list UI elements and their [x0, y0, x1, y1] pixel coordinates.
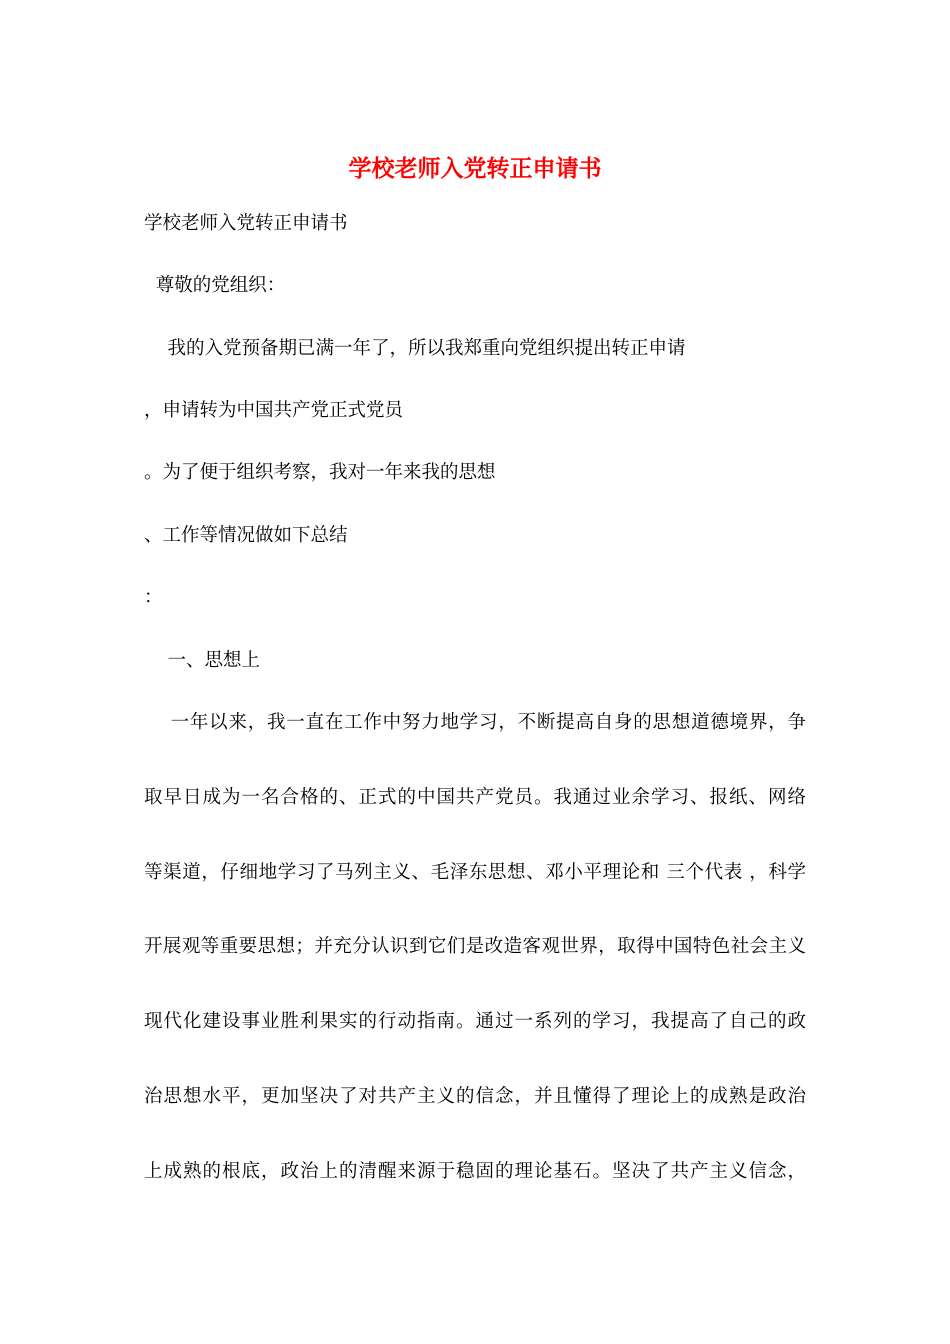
document-subtitle: 学校老师入党转正申请书: [144, 213, 348, 234]
paragraph-line: 等渠道，仔细地学习了马列主义、毛泽东思想、邓小平理论和 三个代表 ，科学: [144, 862, 806, 883]
document-title: 学校老师入党转正申请书: [348, 155, 602, 182]
text-line: 、工作等情况做如下总结: [144, 525, 348, 546]
paragraph-line: 现代化建设事业胜利果实的行动指南。通过一系列的学习，我提高了自己的政: [144, 1011, 806, 1032]
text-line: 我的入党预备期已满一年了，所以我郑重向党组织提出转正申请: [144, 338, 686, 359]
paragraph-line: 取早日成为一名合格的、正式的中国共产党员。我通过业余学习、报纸、网络: [144, 787, 806, 808]
text-line: 。为了便于组织考察，我对一年来我的思想: [144, 462, 496, 483]
text-line: ：: [144, 587, 163, 608]
section-heading: 一、思想上: [144, 650, 261, 671]
paragraph-line: 治思想水平，更加坚决了对共产主义的信念，并且懂得了理论上的成熟是政治: [144, 1086, 806, 1107]
salutation: 尊敬的党组织：: [144, 275, 286, 296]
paragraph-line: 一年以来，我一直在工作中努力地学习，不断提高自身的思想道德境界，争: [144, 712, 806, 733]
text-line: ，申请转为中国共产党正式党员: [144, 400, 404, 421]
paragraph-line: 开展观等重要思想；并充分认识到它们是改造客观世界，取得中国特色社会主义: [144, 936, 806, 957]
paragraph-line: 上成熟的根底，政治上的清醒来源于稳固的理论基石。坚决了共产主义信念，: [144, 1161, 806, 1182]
